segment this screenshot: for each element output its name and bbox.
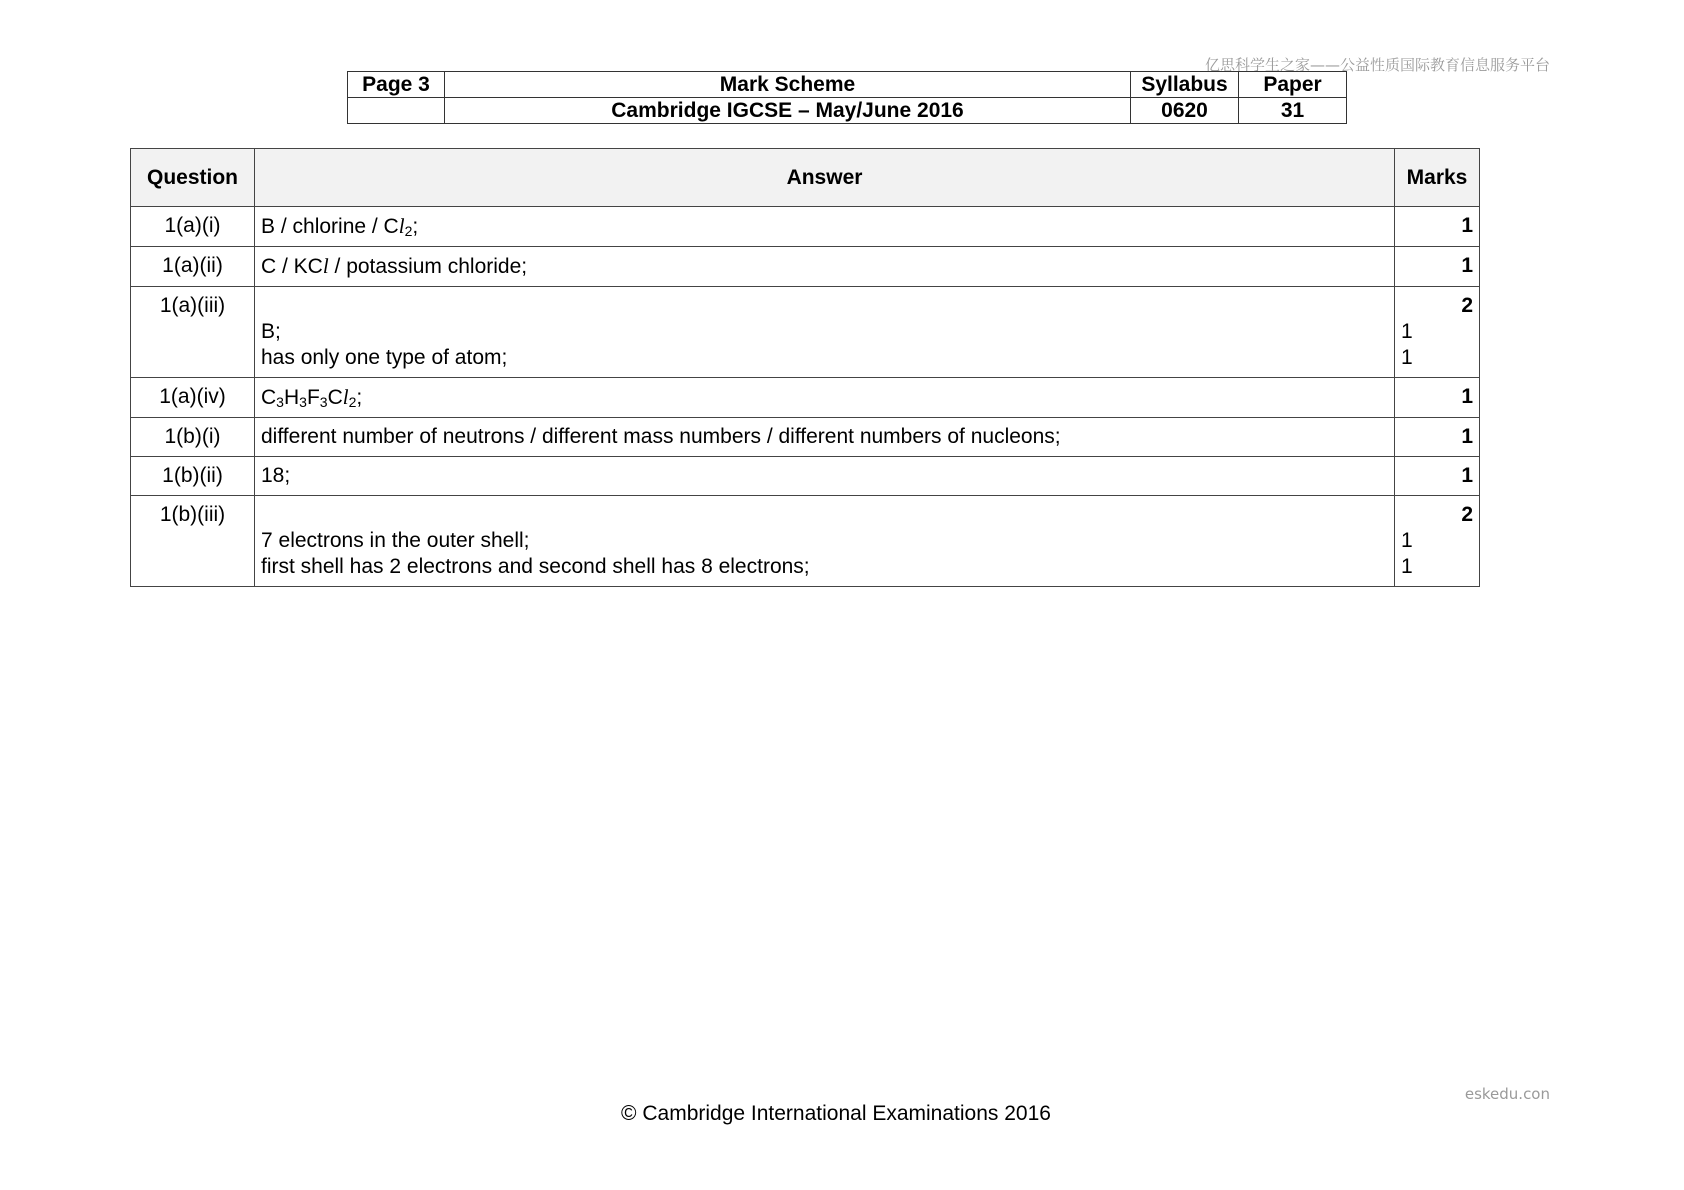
mark-point: 1 xyxy=(1401,346,1413,369)
answer-text: C / KCl / potassium chloride; xyxy=(255,247,1395,287)
table-row xyxy=(131,457,1480,496)
answer-text: 7 electrons in the outer shell; first shell has 2 electrons and second shell has 8 electrons; xyxy=(255,496,1395,587)
marks-total: 2 xyxy=(1461,294,1473,317)
answer-text: B / chlorine / $Cl_2$; xyxy=(255,207,1395,247)
marks-total: 2 xyxy=(1461,503,1473,526)
marks-total: 1 xyxy=(1395,207,1480,247)
watermark-bottom: eskedu.con xyxy=(1464,1085,1550,1103)
question-number: 1(b)(i) xyxy=(131,418,255,457)
marks-total: 1 xyxy=(1395,418,1480,457)
table-row xyxy=(131,418,1480,457)
marks-total: 1 xyxy=(1395,247,1480,287)
marks-total: 1 xyxy=(1395,457,1480,496)
copyright-footer: © Cambridge International Examinations 2016 xyxy=(621,1102,1051,1125)
paper-number: 31 xyxy=(1239,98,1347,124)
answer-text: B; has only one type of atom; xyxy=(255,287,1395,378)
table-row xyxy=(131,247,1480,287)
column-marks: Marks xyxy=(1395,149,1480,207)
table-row xyxy=(131,496,1480,587)
mark-point: 1 xyxy=(1401,529,1413,552)
syllabus-label: Syllabus xyxy=(1131,72,1239,98)
watermark-top: 亿思科学生之家——公益性质国际教育信息服务平台 xyxy=(1204,56,1550,74)
page-header-table xyxy=(347,71,1347,124)
marks-cell xyxy=(1395,496,1480,587)
question-number: 1(a)(iv) xyxy=(131,378,255,418)
table-header-row xyxy=(131,149,1480,207)
marks-total: 1 xyxy=(1395,378,1480,418)
table-row xyxy=(131,378,1480,418)
syllabus-code: 0620 xyxy=(1131,98,1239,124)
question-number: 1(a)(i) xyxy=(131,207,255,247)
mark-point: 1 xyxy=(1401,320,1413,343)
question-number: 1(a)(ii) xyxy=(131,247,255,287)
question-number: 1(a)(iii) xyxy=(131,287,255,378)
header-empty-cell xyxy=(348,98,445,124)
paper-label: Paper xyxy=(1239,72,1347,98)
column-answer: Answer xyxy=(255,149,1395,207)
exam-name: Cambridge IGCSE – May/June 2016 xyxy=(445,98,1131,124)
table-row xyxy=(131,287,1480,378)
question-number: 1(b)(iii) xyxy=(131,496,255,587)
question-number: 1(b)(ii) xyxy=(131,457,255,496)
answer-text: different number of neutrons / different mass numbers / different numbers of nucleons; xyxy=(255,418,1395,457)
answer-text: $C_3H_3F_3Cl_2$; xyxy=(255,378,1395,418)
column-question: Question xyxy=(131,149,255,207)
mark-scheme-table xyxy=(130,148,1480,587)
marks-cell xyxy=(1395,287,1480,378)
mark-point: 1 xyxy=(1401,555,1413,578)
page-number: Page 3 xyxy=(348,72,445,98)
header-title: Mark Scheme xyxy=(445,72,1131,98)
answer-text: 18; xyxy=(255,457,1395,496)
table-row xyxy=(131,207,1480,247)
